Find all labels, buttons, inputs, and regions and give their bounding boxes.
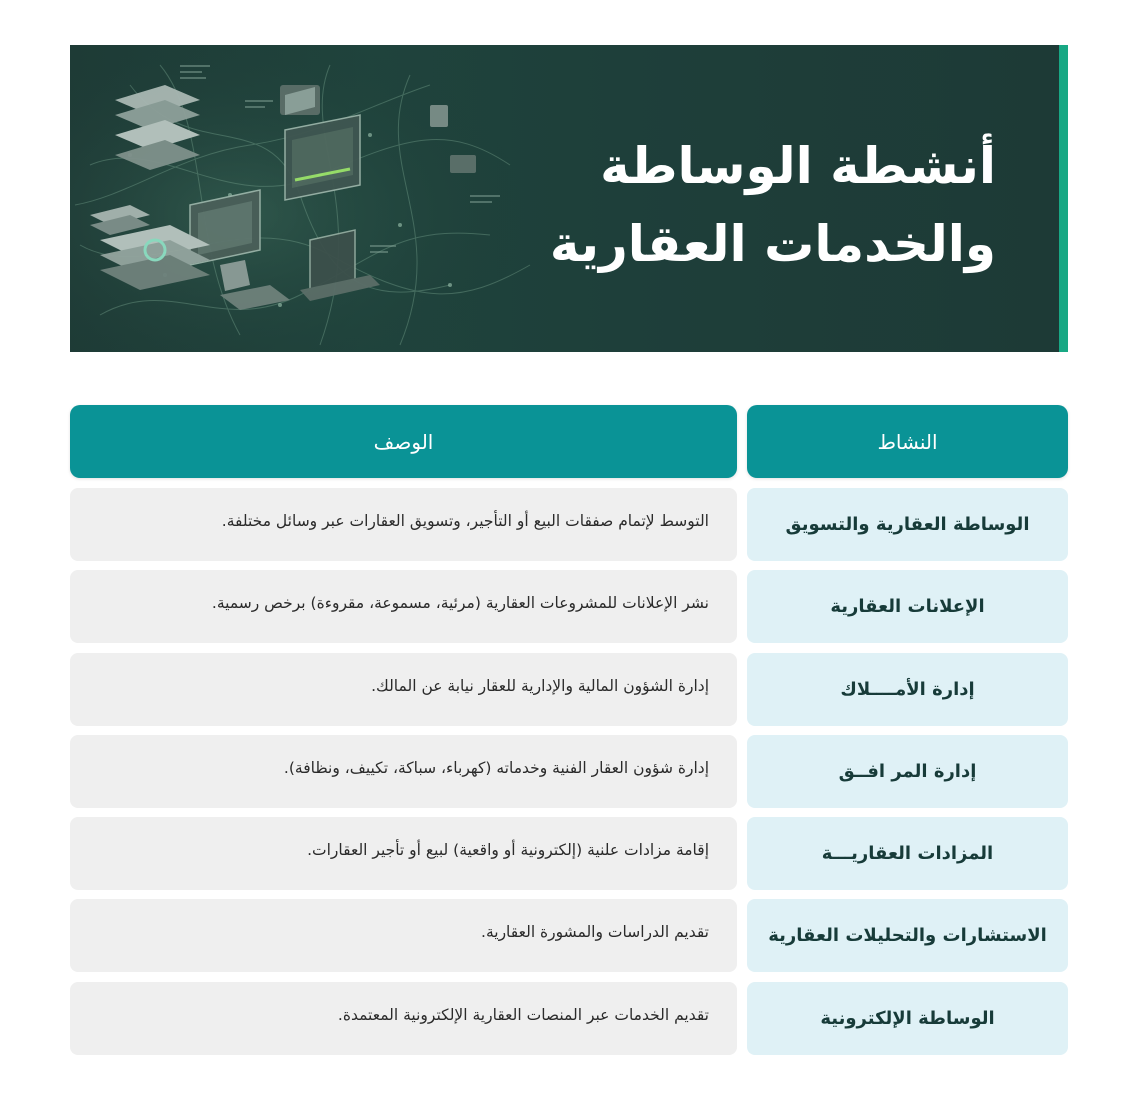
hero-banner: [70, 45, 1068, 352]
activity-cell: إدارة المر افــق: [747, 735, 1068, 808]
network-devices-illustration: [70, 45, 550, 352]
table-row: [70, 982, 1068, 1055]
table-row: [70, 817, 1068, 890]
banner-accent-bar: [1059, 45, 1068, 352]
description-text: تقديم الدراسات والمشورة العقارية.: [481, 922, 709, 941]
description-cell: [70, 570, 737, 643]
page-title: [550, 127, 996, 283]
description-text: إقامة مزادات علنية (إلكترونية أو واقعية) لبيع أو تأجير العقارات.: [307, 840, 709, 859]
activity-cell: إدارة الأمــــلاك: [747, 653, 1068, 726]
column-header-activity: النشاط: [747, 405, 1068, 478]
description-cell: [70, 817, 737, 890]
description-cell: [70, 488, 737, 561]
table-row: [70, 653, 1068, 726]
description-text: إدارة الشؤون المالية والإدارية للعقار نيابة عن المالك.: [371, 676, 709, 695]
activity-cell: الوساطة الإلكترونية: [747, 982, 1068, 1055]
description-cell: [70, 982, 737, 1055]
description-text: التوسط لإتمام صفقات البيع أو التأجير، وتسويق العقارات عبر وسائل مختلفة.: [221, 511, 709, 530]
description-text: نشر الإعلانات للمشروعات العقارية (مرئية، مسموعة، مقروءة) برخص رسمية.: [211, 593, 709, 612]
title-line-1: أنشطة الوساطة: [600, 137, 996, 195]
description-text: تقديم الخدمات عبر المنصات العقارية الإلكترونية المعتمدة.: [337, 1005, 709, 1024]
activity-cell: الوساطة العقارية والتسويق: [747, 488, 1068, 561]
column-header-description: الوصف: [70, 405, 737, 478]
activity-cell: الإعلانات العقارية: [747, 570, 1068, 643]
title-line-2: والخدمات العقارية: [549, 215, 996, 273]
description-cell: [70, 899, 737, 972]
table-row: [70, 570, 1068, 643]
description-text: إدارة شؤون العقار الفنية وخدماته (كهرباء، سباكة، تكييف، ونظافة).: [283, 758, 709, 777]
table-row: [70, 488, 1068, 561]
activity-cell: المزادات العقاريـــة: [747, 817, 1068, 890]
description-cell: [70, 735, 737, 808]
table-row: [70, 899, 1068, 972]
table-row: [70, 735, 1068, 808]
description-cell: [70, 653, 737, 726]
activity-cell: الاستشارات والتحليلات العقارية: [747, 899, 1068, 972]
